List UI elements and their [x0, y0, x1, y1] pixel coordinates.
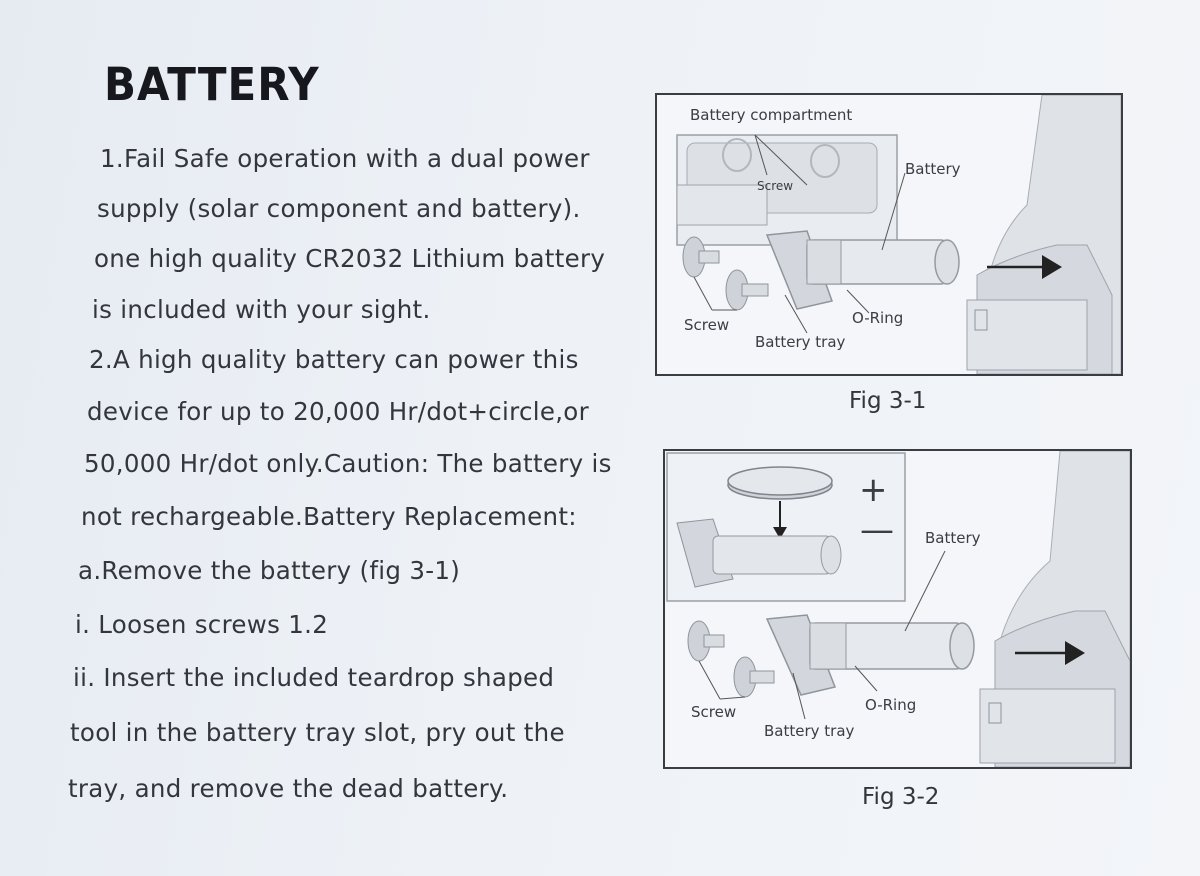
text-line: 50,000 Hr/dot only.Caution: The battery is: [84, 449, 612, 478]
label-battery-compartment: Battery compartment: [690, 106, 853, 124]
text-line: i. Loosen screws 1.2: [75, 610, 329, 639]
label-screw: Screw: [684, 316, 730, 334]
text-line: a.Remove the battery (fig 3-1): [78, 556, 461, 585]
text-line: supply (solar component and battery).: [97, 194, 581, 223]
label-battery: Battery: [905, 160, 961, 178]
text-line: one high quality CR2032 Lithium battery: [94, 244, 606, 273]
page-title: BATTERY: [104, 58, 320, 111]
label-battery-tray: Battery tray: [764, 722, 855, 740]
figure-3-2-caption: Fig 3-2: [862, 784, 940, 810]
label-screw: Screw: [691, 703, 737, 721]
label-battery-tray: Battery tray: [755, 333, 846, 351]
text-line: is included with your sight.: [92, 295, 431, 324]
text-line: 1.Fail Safe operation with a dual power: [100, 144, 590, 173]
text-line: device for up to 20,000 Hr/dot+circle,or: [87, 397, 589, 426]
minus-symbol: —: [860, 510, 894, 550]
text-line: tray, and remove the dead battery.: [68, 774, 509, 803]
label-battery: Battery: [925, 529, 981, 547]
text-line: 2.A high quality battery can power this: [89, 345, 579, 374]
plus-symbol: +: [859, 470, 888, 510]
label-screw-small: Screw: [757, 179, 794, 193]
text-line: not rechargeable.Battery Replacement:: [81, 502, 577, 531]
text-line: ii. Insert the included teardrop shaped: [73, 663, 555, 692]
label-o-ring: O-Ring: [865, 696, 917, 714]
text-line: tool in the battery tray slot, pry out the: [70, 718, 565, 747]
figure-3-2: [663, 449, 1132, 769]
figure-3-1-caption: Fig 3-1: [849, 388, 927, 414]
figure-3-1: [655, 93, 1123, 376]
label-o-ring: O-Ring: [852, 309, 904, 327]
